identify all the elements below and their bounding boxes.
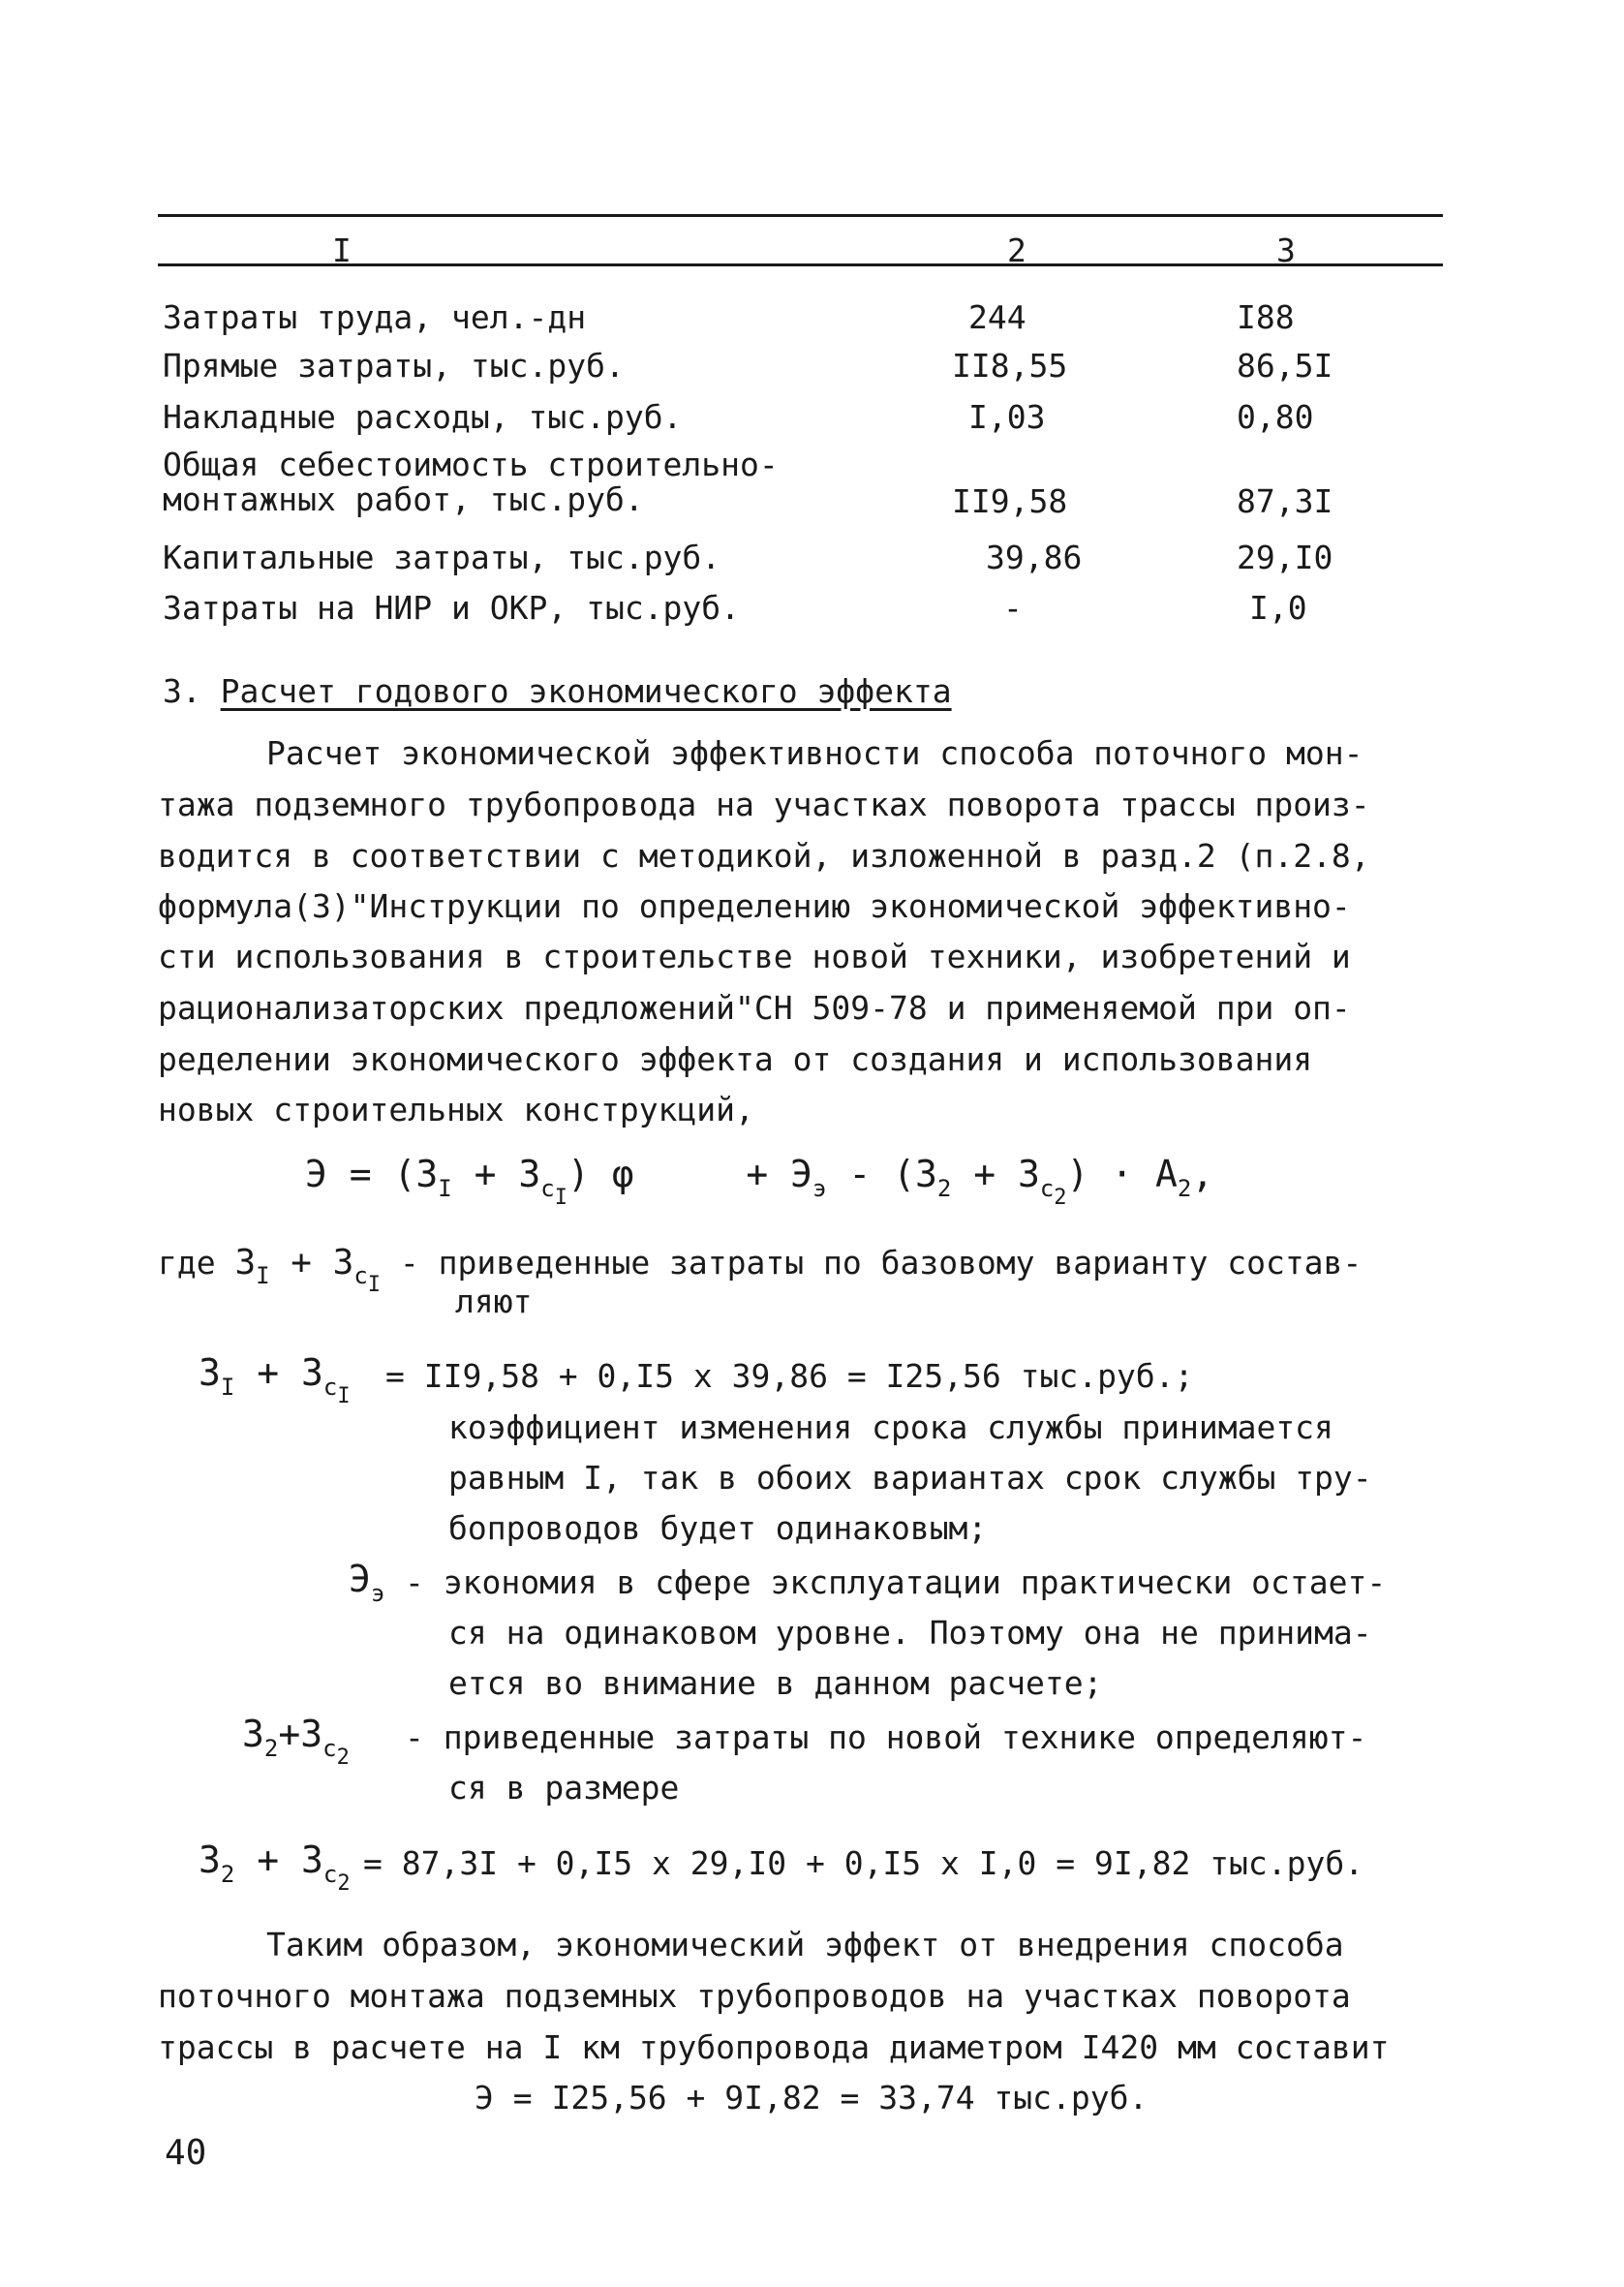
table-header-col2: 2 <box>1007 232 1026 269</box>
new-tech-term: $З_2+З_{с2}$ <box>242 1713 350 1770</box>
row-value-col3: I,0 <box>1249 589 1307 627</box>
calc-base-term: $З_I + З_{сI}$ <box>199 1351 351 1408</box>
row-value-col3: 87,3I <box>1237 482 1333 520</box>
calc-new-term: $З_2 + З_{с2}$ <box>199 1839 351 1896</box>
ee-term: $Э_э$ <box>349 1558 385 1607</box>
final-result: Э = I25,56 + 9I,82 = 33,74 тыс.руб. <box>475 2079 1149 2117</box>
paragraph-line: формула(3)"Инструкции по определению экономической эффективно- <box>158 887 1351 925</box>
row-label: Общая себестоимость строительно- <box>163 446 779 483</box>
ee-description-line: ся на одинаковом уровне. Поэтому она не принима- <box>448 1614 1372 1652</box>
table-top-rule <box>158 214 1443 217</box>
paragraph-line: тажа подземного трубопровода на участках поворота трассы произ- <box>158 786 1370 823</box>
phi-description-line: бопроводов будет одинаковым; <box>448 1509 988 1547</box>
where-clause: где $З_I + З_{сI}$ - приведенные затраты по базовому варианту состав- <box>158 1243 1363 1297</box>
row-label: Прямые затраты, тыс.руб. <box>163 347 625 385</box>
paragraph-line: сти использования в строительстве новой техники, изобретений и <box>158 938 1351 975</box>
section-title: Расчет годового экономического эффекта <box>220 672 952 710</box>
row-label: Затраты на НИР и ОКР, тыс.руб. <box>163 589 741 627</box>
calc-base-expression: = II9,58 + 0,I5 x 39,86 = I25,56 тыс.руб.; <box>385 1357 1194 1395</box>
row-value-col2: I,03 <box>968 398 1046 436</box>
paragraph-line: Расчет экономической эффективности способа поточного мон- <box>266 734 1364 772</box>
table-header-col1: I <box>332 232 352 269</box>
new-tech-description-line: ся в размере <box>448 1769 680 1807</box>
row-label-cont: монтажных работ, тыс.руб. <box>163 480 644 518</box>
row-label: Затраты труда, чел.-дн <box>163 298 587 336</box>
paragraph-line: водится в соответствии с методикой, изложенной в разд.2 (п.2.8, <box>158 837 1370 875</box>
section-heading <box>163 666 952 717</box>
row-value-col2: 39,86 <box>986 539 1083 576</box>
conclusion-line: трассы в расчете на I км трубопровода диаметром I420 мм составит <box>158 2028 1390 2066</box>
row-value-col3: I88 <box>1237 298 1295 336</box>
calc-new-expression: = 87,3I + 0,I5 x 29,I0 + 0,I5 x I,0 = 9I,82 тыс.руб. <box>363 1844 1364 1882</box>
paragraph-line: ределении экономического эффекта от создания и использования <box>158 1040 1313 1078</box>
row-value-col2: 244 <box>968 298 1026 336</box>
conclusion-line: Таким образом, экономический эффект от внедрения способа <box>266 1926 1344 1963</box>
row-value-col2: II9,58 <box>952 482 1068 520</box>
row-value-col3: 0,80 <box>1237 398 1314 436</box>
row-value-col2: - <box>1003 589 1023 627</box>
where-clause-cont: ляют <box>455 1283 533 1320</box>
paragraph-line: рационализаторских предложений"СН 509-78 и применяемой при оп- <box>158 989 1351 1027</box>
row-value-col3: 29,I0 <box>1237 539 1333 576</box>
ee-description-line: - экономия в сфере эксплуатации практически остает- <box>405 1563 1387 1601</box>
main-formula: $Э = (З_I + З_{сI}) \varphi + Э_э - (З_2 + З_{с2}) \cdot A_2$, <box>305 1153 1214 1210</box>
paragraph-line: новых строительных конструкций, <box>158 1091 754 1128</box>
phi-description-line: равным I, так в обоих вариантах срок службы тру- <box>448 1459 1372 1497</box>
row-label: Капитальные затраты, тыс.руб. <box>163 539 721 576</box>
row-value-col3: 86,5I <box>1237 347 1333 385</box>
table-header-col3: 3 <box>1276 232 1296 269</box>
ee-description-line: ется во внимание в данном расчете; <box>448 1664 1103 1702</box>
conclusion-line: поточного монтажа подземных трубопроводов на участках поворота <box>158 1977 1351 2015</box>
new-tech-description-line: - приведенные затраты по новой технике определяют- <box>405 1718 1367 1756</box>
phi-description-line: коэффициент изменения срока службы принимается <box>448 1408 1333 1446</box>
row-value-col2: II8,55 <box>952 347 1068 385</box>
page-number: 40 <box>165 2133 207 2173</box>
section-number: 3. <box>163 672 201 710</box>
row-label: Накладные расходы, тыс.руб. <box>163 398 683 436</box>
